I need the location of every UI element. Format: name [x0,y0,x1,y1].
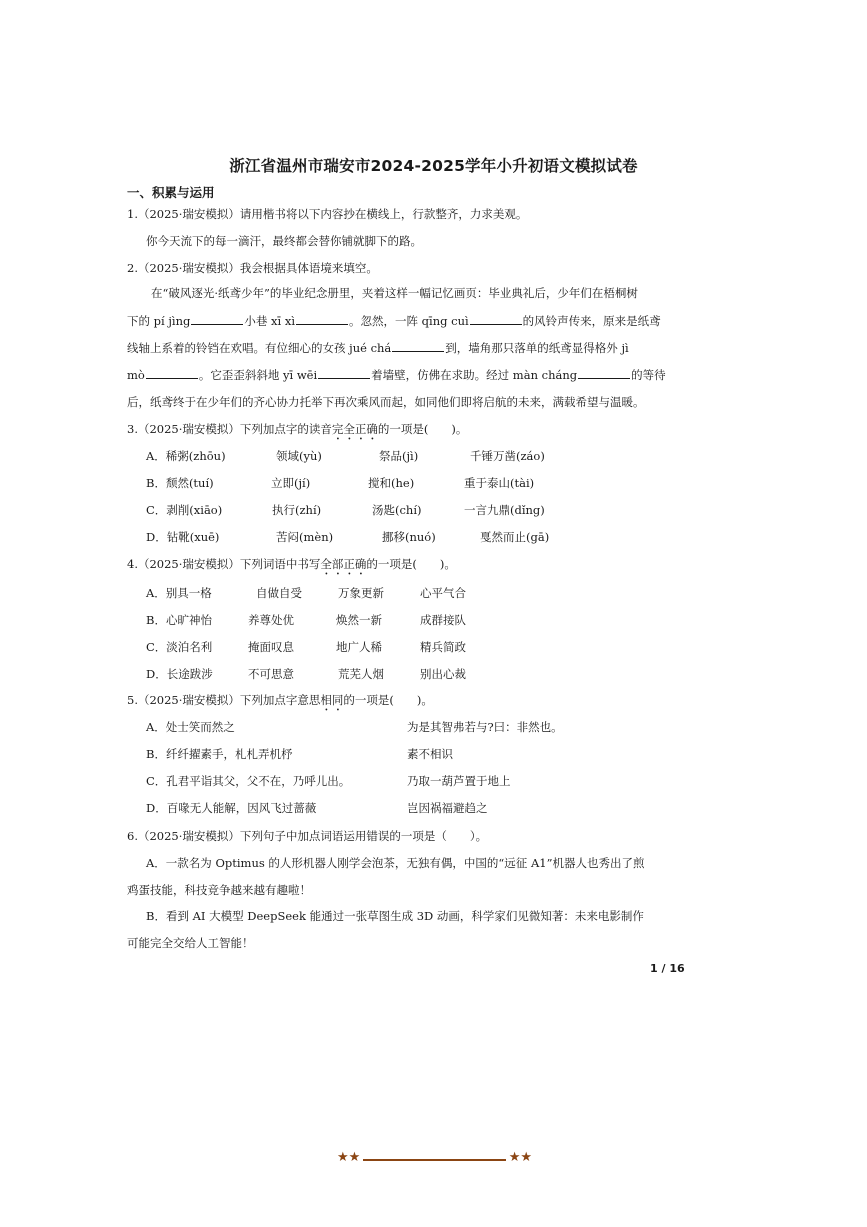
answer-blank[interactable] [470,313,522,325]
question-6-stem: 6.（2025·瑞安模拟）下列句子中加点词语运用错误的一项是（ ）。 [127,829,488,843]
answer-blank[interactable] [392,340,444,352]
question-2-passage-line-2: 下的 pí jìng 小巷 xī xì 。忽然，一阵 qīng cuì 的风铃声传来，原来是纸鸢 [127,314,661,328]
question-4-stem: 4.（2025·瑞安模拟）下列词语中书写全部正确的一项是( )。 [127,557,456,571]
exam-title: 浙江省温州市瑞安市2024-2025学年小升初语文模拟试卷 [229,157,638,175]
footer-ornament [337,1152,532,1168]
document-page: 浙江省温州市瑞安市2024-2025学年小升初语文模拟试卷 一、积累与运用 1.（2025·瑞安模拟）请用楷书将以下内容抄在横线上，行款整齐，力求美观。 你今天流下的每一滴汗，最终都会替你铺就脚下的路。 2.（2025·瑞安模拟）我会根据具体语境来填空。 在“破风逐光·纸鸢少年”的毕业纪念册里，夹着这样一幅记忆画页：毕业典礼后，少年们在梧桐树 下的 pí jìng 小巷 xī xì 。忽然，一阵 qīng cuì 的风铃声传来，原来是纸鸢 线轴上系着的铃铛在欢唱。有位细心的女孩 jué chá 到，墙角那只落单的纸鸢显得格外 jì mò 。它歪歪斜斜地 yī wēi 着墙壁，仿佛在求助。经过 màn cháng 的等待 后，纸鸢终于在少年们的齐心协力托举下再次乘风而起，如同他们即将启航的未来，满载希望与温暖。 3.（2025·瑞安模拟）下列加点字的读音完全正确的一项是( )。 A．稀粥(zhōu) 领域(yù) 祭品(jì) 千锤万凿(záo) B．颓然(tuí) 立即(jí) 搅和(he) 重于泰山(tài) C．剥削(xiāo) 执行(zhí) 汤匙(chí) 一言九鼎(dǐng) D．钻靴(xuē) 苦闷(mèn) 挪移(nuó) 戛然而止(gā) 4.（2025·瑞安模拟）下列词语中书写全部正确的一项是( )。 A．别具一格 自做自受 万象更新 心平气合 B．心旷神怡 养尊处优 焕然一新 成群接队 C．淡泊名利 掩面叹息 地广人稀 精兵简政 D．长途跋涉 不可思意 荒芜人烟 别出心裁 5.（2025·瑞安模拟）下列加点字意思相同的一项是( )。 A．处士笑而然之 为是其智弗若与?曰：非然也。 B．纤纤擢素手，札札弄机杼 素不相识 C．孔君平诣其父，父不在，乃呼儿出。 乃取一葫芦置于地上 D．百喙无人能解，因风飞过蔷薇 岂因祸福避趋之 6.（2025·瑞安模拟）下列句子中加点词语运用错误的一项是（ ）。 A．一款名为 Optimus 的人形机器人刚学会泡茶，无独有偶，中国的“远征 A1”机器人也秀出了煎 鸡蛋技能，科技竞争越来越有趣啦！ B．看到 AI 大模型 DeepSeek 能通过一张草图生成 3D 动画，科学家们见微知著：未来电影制作 可能完全交给人工智能！ 1 / 16 ★★ ★★ [0,0,867,1227]
question-6-option-b-line-1[interactable]: B．看到 AI 大模型 DeepSeek 能通过一张草图生成 3D 动画，科学家们见微知著：未来电影制作 [146,909,644,923]
question-1-stem: 1.（2025·瑞安模拟）请用楷书将以下内容抄在横线上，行款整齐，力求美观。 [127,207,528,221]
section-heading: 一、积累与运用 [127,185,215,200]
question-2-passage-line-3: 线轴上系着的铃铛在欢唱。有位细心的女孩 jué chá 到，墙角那只落单的纸鸢显得格外 jì [127,341,629,355]
question-2-passage-line-4: mò 。它歪歪斜斜地 yī wēi 着墙壁，仿佛在求助。经过 màn cháng 的等待 [127,368,666,382]
answer-blank[interactable] [578,367,630,379]
answer-blank[interactable] [296,313,348,325]
question-1-text: 你今天流下的每一滴汗，最终都会替你铺就脚下的路。 [146,234,422,248]
question-5-stem: 5.（2025·瑞安模拟）下列加点字意思相同的一项是( )。 [127,693,433,707]
star-icon: ★★ [337,1150,361,1165]
question-6-option-b-line-2[interactable]: 可能完全交给人工智能！ [127,936,254,950]
answer-blank[interactable] [146,367,198,379]
question-2-stem: 2.（2025·瑞安模拟）我会根据具体语境来填空。 [127,261,378,275]
question-3-stem: 3.（2025·瑞安模拟）下列加点字的读音完全正确的一项是( )。 [127,422,468,436]
answer-blank[interactable] [191,313,243,325]
question-2-passage-line-5: 后，纸鸢终于在少年们的齐心协力托举下再次乘风而起，如同他们即将启航的未来，满载希望与温暖。 [127,395,645,409]
question-6-option-a-line-2[interactable]: 鸡蛋技能，科技竞争越来越有趣啦！ [127,883,311,897]
footer-divider [363,1159,506,1161]
question-2-passage-line-1: 在“破风逐光·纸鸢少年”的毕业纪念册里，夹着这样一幅记忆画页：毕业典礼后，少年们在梧桐树 [151,286,638,300]
answer-blank[interactable] [318,367,370,379]
question-6-option-a-line-1[interactable]: A．一款名为 Optimus 的人形机器人刚学会泡茶，无独有偶，中国的“远征 A1”机器人也秀出了煎 [146,856,645,870]
star-icon: ★★ [508,1150,532,1165]
page-number: 1 / 16 [650,962,685,975]
